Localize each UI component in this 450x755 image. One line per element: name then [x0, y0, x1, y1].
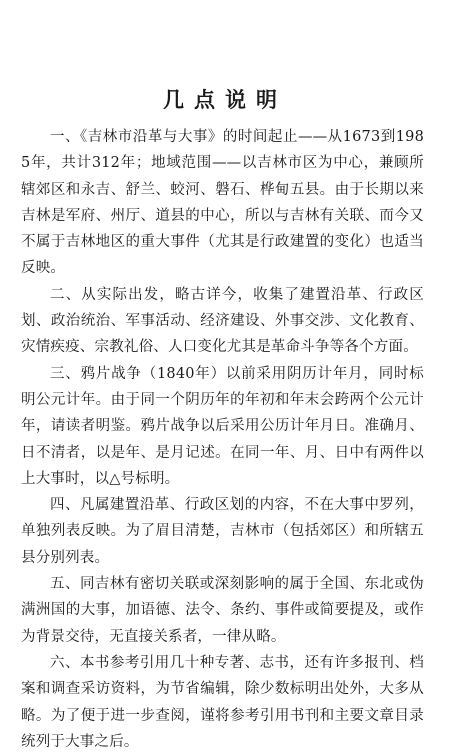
- document-body: [21, 124, 424, 755]
- paragraph-6: 六、本书参考引用几十种专著、志书，还有许多报刊、档案和调查采访资料，为节省编辑，除少数标明出处外，大多从略。为了便于进一步查阅，谨将参考引用书刊和主要文章目录统列于大事之后。: [21, 654, 424, 750]
- paragraph-1: 一、《吉林市沿革与大事》的时间起止——从1673到1985年，共计312年；地域范围——以吉林市区为中心，兼顾所辖郊区和永吉、舒兰、蛟河、磐石、桦甸五县。由于长期以来吉林是军府、州厅、道县的中心，所以与吉林有关联、而今又不属于吉林地区的重大事件（尤其是行政建置的变化）也适当反映。: [21, 129, 424, 277]
- paragraph-3: 三、鸦片战争（1840年）以前采用阴历计年月，同时标明公元计年。由于同一个阴历年的年初和年末会跨两个公元计年，请读者明鉴。鸦片战争以后采用公历计年月日。准确月、日不清者，以是年、是月记述。在同一年、月、日中有两件以上大事时，以△号标明。: [21, 365, 424, 487]
- paragraph-4: 四、凡属建置沿革、行政区划的内容，不在大事中罗列，单独列表反映。为了眉目清楚，吉林市（包括郊区）和所辖五县分别列表。: [21, 497, 424, 566]
- paragraph-2: 二、从实际出发，略古详今，收集了建置沿革、行政区划、政治统治、军事活动、经济建设、外事交涉、文化教育、灾情疾疫、宗教礼俗、人口变化尤其是革命斗争等各个方面。: [21, 286, 424, 356]
- paragraph-5: 五、同吉林有密切关联或深刻影响的属于全国、东北或伪满洲国的大事，加语德、法令、条约、事件或简要提及，或作为背景交待，无直接关系者，一律从略。: [21, 576, 424, 645]
- page-title: 几点说明: [163, 87, 287, 112]
